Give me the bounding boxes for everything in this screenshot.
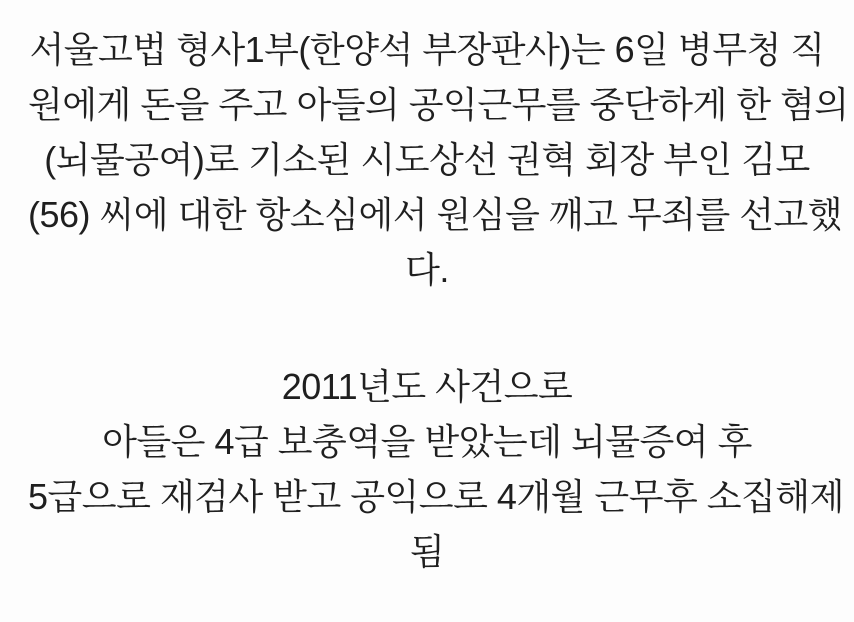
- text-line: (뇌물공여)로 기소된 시도상선 권혁 회장 부인 김모: [44, 139, 810, 180]
- text-line: 서울고법 형사1부(한양석 부장판사)는 6일 병무청 직: [29, 29, 825, 70]
- text-line: 5급으로 재검사 받고 공익으로 4개월 근무후 소집해제: [28, 476, 844, 517]
- text-line: 아들은 4급 보충역을 받았는데 뇌물증여 후: [102, 421, 752, 462]
- text-line: 2011년도 사건으로: [281, 366, 573, 407]
- text-line: 됨: [409, 531, 445, 572]
- text-line: (56) 씨에 대한 항소심에서 원심을 깨고 무죄를 선고했: [28, 194, 843, 235]
- text-line: 다.: [405, 249, 449, 290]
- paragraph-court-verdict: [28, 22, 849, 297]
- paragraph-case-note: [28, 359, 844, 579]
- text-line: 원에게 돈을 주고 아들의 공익근무를 중단하게 한 혐의: [28, 84, 849, 125]
